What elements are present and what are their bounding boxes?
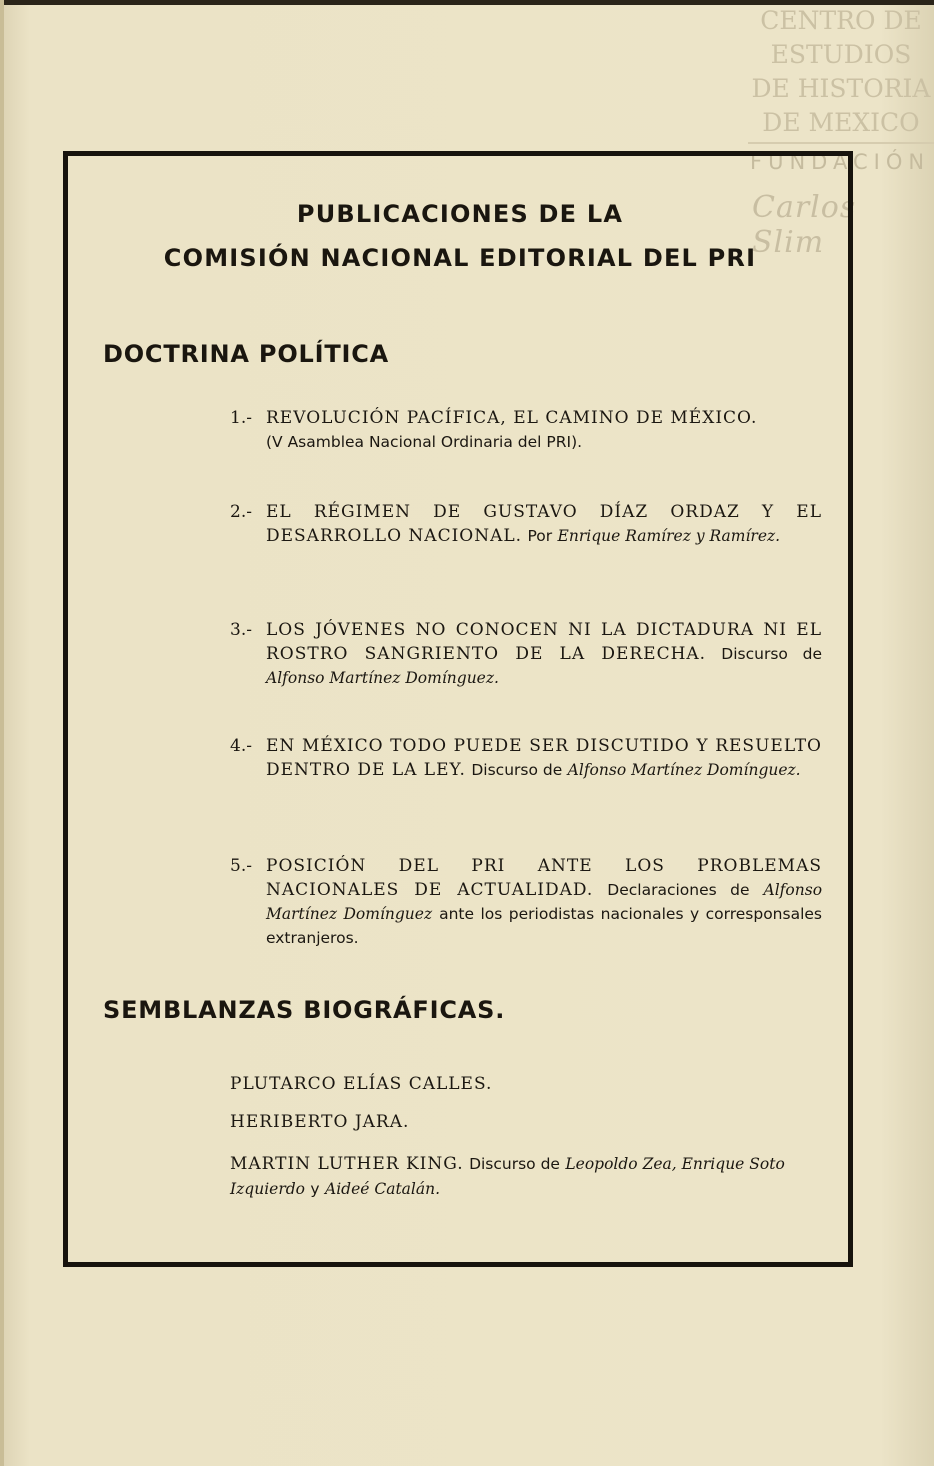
watermark-line: CENTRO DE [760,6,922,35]
entry-author: Enrique Ramírez y Ramírez. [557,527,781,545]
entry-author: Alfonso Martínez Domínguez. [567,761,801,779]
entry-author: Alfonso Martínez Domínguez. [266,669,499,687]
watermark-signature: Carlos Slim [752,190,857,260]
entry-attribution: Discurso de [471,761,563,779]
content-border-frame [63,151,853,1267]
biography-last-author: Aideé Catalán. [325,1180,441,1198]
entry-attribution: Declaraciones de [607,881,750,899]
entry-number: 4.- [230,736,252,756]
entry-title: LOS JÓVENES NO CONOCEN NI LA DICTADURA NI EL ROSTRO SANGRIENTO DE LA DERECHA. [266,620,822,664]
publication-entry [230,500,822,548]
entry-title: POSICIÓN DEL PRI ANTE LOS PROBLEMAS NACIONALES DE ACTUALIDAD. [266,856,822,900]
entry-author: Alfonso Martínez Domínguez [266,881,823,923]
watermark-line: DE MEXICO [762,108,920,137]
entry-subtitle: (V Asamblea Nacional Ordinaria del PRI). [266,433,583,451]
biography-authors: Leopoldo Zea, Enrique Soto Izquierdo [230,1155,785,1198]
biography-title: PLUTARCO ELÍAS CALLES. [230,1074,493,1094]
entry-attribution: Discurso de [721,645,822,663]
biography-entry [230,1072,822,1097]
page-title-line-1: PUBLICACIONES DE LA [296,200,624,228]
section-title-semblanzas: SEMBLANZAS BIOGRÁFICAS. [103,996,506,1024]
page-left-edge [0,0,4,1466]
watermark-fundacion: FUNDACIÓN [750,150,931,174]
entry-number: 1.- [230,408,252,428]
section-title-doctrina: DOCTRINA POLÍTICA [103,340,390,368]
entry-title: REVOLUCIÓN PACÍFICA, EL CAMINO DE MÉXICO. [266,408,758,428]
entry-number: 3.- [230,620,252,640]
archive-watermark [748,4,934,140]
publication-entry [230,734,822,782]
biography-title: HERIBERTO JARA. [230,1112,410,1132]
biography-joiner: y [310,1180,320,1198]
publication-entry [230,618,822,690]
watermark-line: ESTUDIOS [770,40,912,69]
entry-title: EN MÉXICO TODO PUEDE SER DISCUTIDO Y RESUELTO DENTRO DE LA LEY. [266,736,822,780]
biography-entry [230,1152,822,1202]
watermark-divider [748,142,934,144]
publication-entry [230,406,822,454]
entry-number: 2.- [230,502,252,522]
entry-number: 5.- [230,856,252,876]
biography-entry [230,1110,822,1135]
publication-entry [230,854,822,950]
biography-attribution: Discurso de [469,1155,560,1173]
watermark-line: DE HISTORIA [751,74,931,103]
biography-title: MARTIN LUTHER KING. [230,1154,464,1174]
entry-tail: ante los periodistas nacionales y corresponsales extranjeros. [266,905,823,947]
page-title-line-2: COMISIÓN NACIONAL EDITORIAL DEL PRI [163,244,757,272]
entry-title: EL RÉGIMEN DE GUSTAVO DÍAZ ORDAZ Y EL DESARROLLO NACIONAL. [266,502,822,546]
entry-attribution: Por [527,527,553,545]
